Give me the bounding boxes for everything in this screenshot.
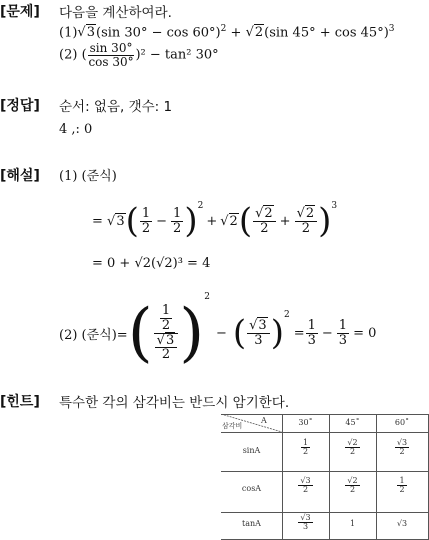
table-header-30: 30˚	[298, 418, 313, 427]
trig-ratio-table	[221, 414, 429, 540]
explanation-tag: [해설]	[0, 168, 40, 184]
table-cell: $\frac{1}{2}$	[399, 476, 405, 495]
hint-tag: [힌트]	[0, 394, 40, 410]
table-cell: $\frac{1}{2}$	[302, 438, 309, 457]
table-header-60: 60˚	[394, 418, 410, 427]
table-cell: $\frac{√3}{2}$	[396, 438, 408, 457]
table-corner-left: 삼각비	[222, 422, 243, 430]
explanation-head-1: (1) (준식)	[59, 169, 117, 184]
answer-line-1: 순서: 없음, 갯수: 1	[59, 99, 173, 115]
explanation-equation-3: (2) (준식)= ( $\frac{\frac{1}{2}}{\frac{√3}{2}}$ ) $^2$ − ( $\frac{√3}{3}$ ) $^2$ = $\frac{1}{3}$ − $\frac{1}{3}$ = 0	[59, 292, 377, 370]
answer-tag: [정답]	[0, 98, 40, 114]
problem-tag: [문제]	[0, 4, 40, 20]
table-row-label-cos: cosA	[241, 484, 262, 493]
table-corner-right: A	[261, 416, 267, 425]
explanation-equation-1: = √3 ( $\frac{1}{2}$ − $\frac{1}{2}$ ) $^2$ + √2 ( $\frac{√2}{2}$ + $\frac{√2}{2}$ ) $^3$	[92, 201, 338, 241]
table-cell: $\frac{√2}{2}$	[347, 438, 358, 457]
problem-prompt: 다음을 계산하여라.	[59, 5, 172, 21]
table-cell: $\frac{√3}{2}$	[300, 476, 311, 495]
problem-item-2: (2) ( $\frac{\sin 30^\circ}{\cos 30^\circ}$ )² − tan² 30°	[59, 41, 219, 69]
table-header-45: 45˚	[345, 418, 360, 427]
table-cell: 1	[349, 519, 356, 528]
table-cell: $\frac{√2}{2}$	[347, 476, 358, 495]
table-cell: √3	[396, 519, 408, 528]
problem-item-1: (1)√3(sin 30° − cos 60°)$^2$ + √2(sin 45° + cos 45°)$^3$	[59, 24, 395, 41]
answer-line-2: 4 ,: 0	[59, 122, 93, 137]
table-row-label-tan: tanA	[242, 519, 261, 528]
explanation-equation-2: = 0 + √2(√2)³ = 4	[92, 256, 211, 271]
table-cell: $\frac{√3}{3}$	[300, 513, 311, 532]
problem-item-2-fraction: $\frac{\sin 30^\circ}{\cos 30^\circ}$	[88, 41, 134, 69]
table-row-label-sin: sinA	[242, 446, 261, 455]
hint-text: 특수한 각의 삼각비는 반드시 암기한다.	[59, 395, 290, 411]
